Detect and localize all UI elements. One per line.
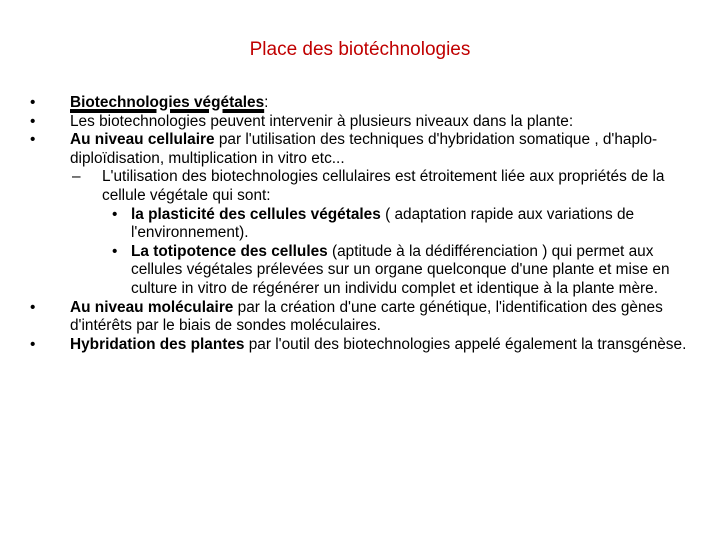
- bullet-marker: •: [30, 131, 36, 149]
- bullet-marker: •: [30, 112, 36, 130]
- bullet-bold-text: La totipotence des cellules: [131, 242, 328, 260]
- bullet-bold-text: Au niveau cellulaire: [70, 131, 215, 149]
- sub-bullet-item: [30, 168, 700, 205]
- sub-sub-bullet-item: [30, 206, 700, 243]
- bullet-text: L'utilisation des biotechnologies cellulaires est étroitement liée aux propriétés de la cellule végétale qui sont:: [102, 168, 665, 204]
- bullet-text: par l'outil des biotechnologies appelé également la transgénèse.: [244, 335, 687, 353]
- slide-title: Place des biotéchnologies: [249, 39, 471, 60]
- bullet-bold-text: Au niveau moléculaire: [70, 298, 234, 316]
- bullet-item: [30, 336, 700, 355]
- bullet-text: (aptitude à la dédifférenciation ) qui permet aux cellules végétales prélevées sur un organe quelconque d'une plante et mise en culture in vitro de régénérer un individu complet et identique à la plante mère.: [131, 242, 670, 297]
- bullet-bold-text: Hybridation des plantes: [70, 335, 245, 353]
- bullet-text: :: [264, 94, 269, 111]
- sub-sub-bullet-item: [30, 243, 700, 299]
- bullet-marker: •: [112, 205, 118, 223]
- bullet-bold-text: Biotechnologies végétales: [70, 94, 265, 111]
- bullet-text: ( adaptation rapide aux variations de l'environnement).: [131, 205, 635, 242]
- bullet-marker: •: [30, 335, 36, 353]
- bullet-marker: •: [30, 298, 36, 316]
- bullet-item: [30, 94, 700, 113]
- bullet-item: [30, 299, 700, 336]
- dash-marker: –: [72, 168, 81, 186]
- bullet-text: Les biotechnologies peuvent intervenir à plusieurs niveaux dans la plante:: [70, 112, 574, 130]
- bullet-item: [30, 113, 700, 132]
- slide-body: [30, 94, 700, 354]
- bullet-bold-text: la plasticité des cellules végétales: [131, 205, 381, 223]
- bullet-text: par la création d'une carte génétique, l'identification des gènes d'intérêts par le biais de sondes moléculaires.: [70, 298, 663, 335]
- bullet-text: par l'utilisation des techniques d'hybridation somatique , d'haplo-diploïdisation, multiplication in vitro etc...: [70, 131, 658, 167]
- bullet-marker: •: [112, 242, 118, 260]
- bullet-marker: •: [30, 94, 36, 111]
- bullet-item: [30, 131, 700, 168]
